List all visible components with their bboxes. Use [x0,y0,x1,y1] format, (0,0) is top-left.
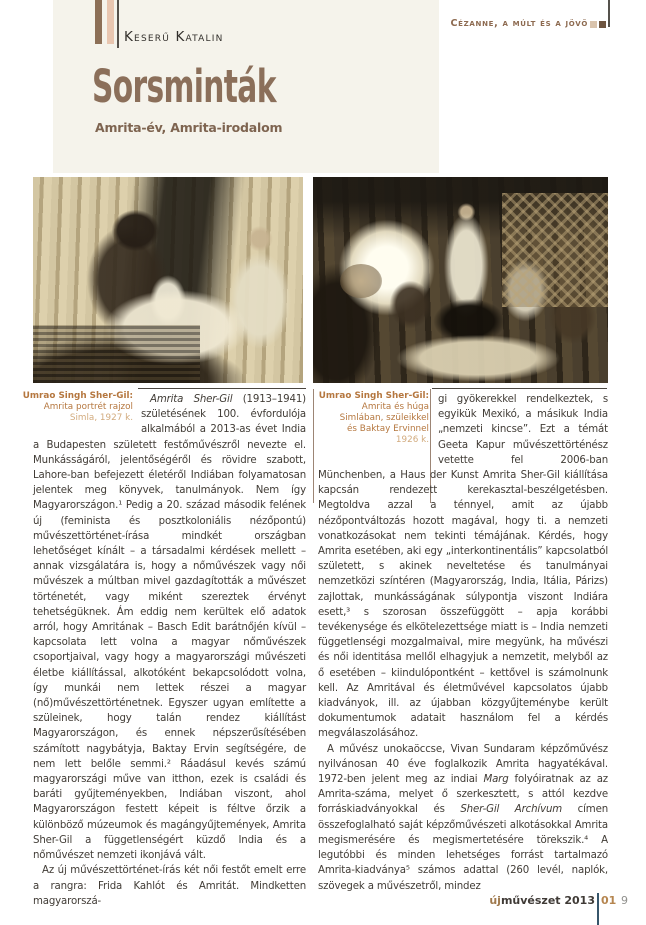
page-subtitle: Amrita-év, Amrita-irodalom [95,120,283,135]
caption-side-rule-left [313,389,314,503]
photo-caption-right: Umrao Singh Sher-Gil: Amrita és húga Simlában, szüleikkel és Baktay Ervinnel 1926 k. [318,391,429,445]
photo-family-interior [313,177,608,383]
decorative-rule [117,0,119,48]
author-name: Keserű Katalin [124,29,224,45]
photo-caption-left: Umrao Singh Sher-Gil: Amrita portrét rajzol Simla, 1927 k. [22,391,133,423]
paragraph: Az új művészettörténet-írás két női festőt emelt erre a rangra: Frida Kahlót és Amritát. Mindketten magyarorszá- [33,865,306,907]
badge-square-dark [599,21,606,28]
footer-divider-rule [597,893,599,925]
decorative-bar-brown [95,0,102,44]
photo-amrita-drawing [33,177,303,383]
footer-page-number: 9 [621,894,628,907]
footer-magazine-suffix: művészet [500,894,561,907]
paragraph: Amrita Sher-Gil (1913–1941) születésének 100. évfordulója alkalmából a 2013-as évet India a Budapesten született festőművészről nevezte el. Munkásságáról, jelentőségéről és rövidre szabott, Lahore-ban befejezett életéről Indiában folyamatosan jelentek meg könyvek, tanulmányok. Nem így Magyarországon.¹ Pedig a 20. század második felének új (feminista és posztkoloniális nézőpontú) művészettörténet-írása mindkét országban lehetőséget kínált – a társadalmi kérdések mellett – annak vizsgálatára is, hogy a nőművészek vagy női művészek a múltban mivel gazdagították a művészet történetét, vagy miként szereztek érvényt tehetségüknek. Ám eddig nem kerültek elő adatok arról, hogy Amritának – Basch Edit barátnőjén kívül – kapcsolata lett volna a magyar nőművészek csoportjaival, vagy hogy a magyarországi művészeti életbe kiállítással, alkotóként bekapcsolódott volna, így munkái nem lettek részei a magyar (nő)művészettörténetnek. Egyszer ugyan említette a szüleinek, hogy talán rendez kiállítást Magyarországon, és ennek népszerűsítésében számított nagybátyja, Baktay Ervin segítségére, de nem lett belőle semmi.² Ráadásul kevés számú magyarországi műve van itthon, ezek is családi és baráti gyűjteményekben, Indiában viszont, ahol Magyarországon festett képeit is féltve őrzik a különböző múzeumok és magángyűjtemények, Amrita Sher-Gil a függetlenségért küzdő India és a nőművészet nemzeti ikonjává vált. [33,394,306,862]
footer-issue-number: 01 [601,894,617,907]
paragraph: gi gyökerekkel rendelkeztek, s egyikük Mexikó, a másikuk India „nemzeti kincse”. Ezt a témát Geeta Kapur művészettörténész vetette fel 2006-ban Münchenben, a Haus der Kunst Amrita Sher-Gil kiállítása kapcsán rendezett kerekasztal-beszélgetésben. Megtoldva azzal a ténnyel, amit az újabb nézőpontváltozás hozott magával, hogy ti. a nemzeti vonatkozásokat nem tekinti témájának. Kérdés, hogy Amrita esetében, aki egy „interkontinentális” kapcsolatból született, s akinek neveltetése és tanulmányai nemzetközi színtéren (Magyarország, India, Itália, Párizs) zajlottak, munkásságának súlypontja viszont Indiára esett,³ s szorosan összefüggött – apja korábbi tevékenysége és elkötelezettsége miatt is – India nemzeti függetlenségi mozgalmaival, mire megyünk, ha művészi és női identitása mellől elhagyjuk a nemzetit, melyből az ő esetében – kiindulópontként – kettővel is számolnunk kell. Az Amritával és életművével kapcsolatos újabb kiadványok, ill. az újabban közgyűjteménybe került dokumentumok adatait használom fel a kérdés megválaszolásához. [318,394,608,740]
caption-spacer [318,392,438,454]
text-column-left [33,392,306,909]
page-title: Sorsminták [92,60,276,113]
paragraph: A művész unokaöccse, Vivan Sundaram képzőművész nyilvánosan 40 éve foglalkozik Amrita hagyatékával. 1972-ben jelent meg az indiai Marg folyóiratnak az az Amrita-száma, melyet ő szerkesztett, s attól kezdve forráskiadványokkal és Sher-Gil Archívum címen összefoglalható saját képzőművészeti alkotásokkal Amrita megismerésére és megismertetésére törekszik.⁴ A legutóbbi és minden lehetséges forrást tartalmazó Amrita-kiadványa⁵ számos adattal (260 levél, naplók, szövegek a művészetről, mindez [318,743,609,892]
column-top-rule-left [138,388,306,389]
footer-magazine-title [489,894,595,907]
badge-square-light [590,21,597,28]
footer-year: 2013 [560,894,595,907]
text-column-right [318,392,608,894]
column-top-rule-right [432,388,607,389]
badge-corner-rule [608,0,610,27]
caption-spacer [33,392,141,423]
section-badge-label: Cézanne, a múlt és a jövő [450,18,588,29]
footer-magazine-prefix: új [489,894,501,907]
decorative-bar-pink [107,0,114,44]
